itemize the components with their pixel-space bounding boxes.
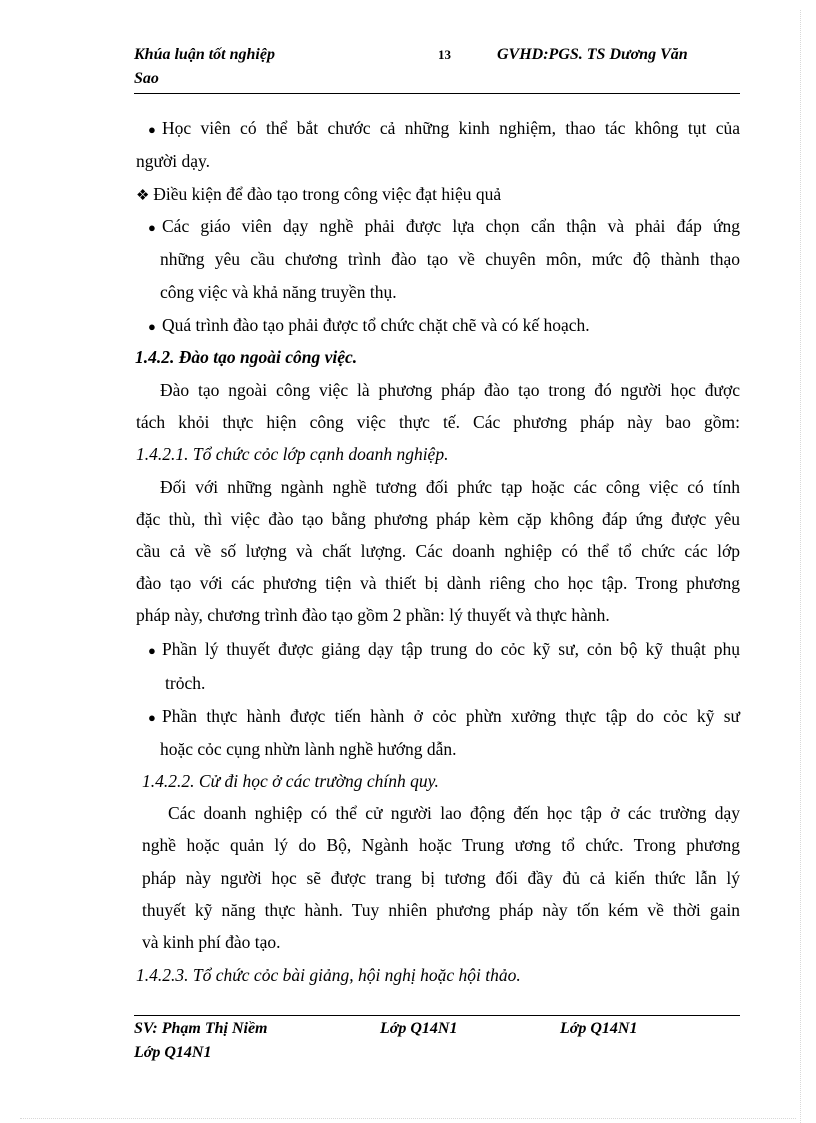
text-line: những yêu cầu chương trình đào tạo về chuyên môn, mức độ thành thạo (160, 249, 740, 269)
footer-class: Lớp Q14N1 (560, 1020, 638, 1037)
text-line: pháp này, chương trình đào tạo gồm 2 phần: lý thuyết và thực hành. (136, 605, 610, 625)
condition-heading: ❖ Điều kiện để đào tạo trong công việc đạt hiệu quả (136, 184, 502, 204)
text-line: Đối với những ngành nghề tương đối phức tạp hoặc các công việc có tính (160, 477, 740, 497)
subsection-heading: 1.4.2.2. Cử đi học ở các trường chính quy. (142, 771, 439, 791)
text-line: và kinh phí đào tạo. (142, 932, 281, 952)
page-edge-right (800, 10, 801, 1123)
text-line: đào tạo với các phương tiện và thiết bị dành riêng cho học tập. Trong phương (136, 573, 740, 593)
text-line: Các doanh nghiệp có thể cử người lao động đến học tập ở các trường dạy (168, 803, 740, 823)
bullet-line: ● Học viên có thể bắt chước cả những kinh nghiệm, thao tác không tụt của (148, 118, 740, 138)
header-left-line1: Khúa luận tốt nghiệp (134, 46, 275, 63)
text-line: tách khỏi thực hiện công việc thực tế. Các phương pháp này bao gồm: (136, 412, 740, 432)
footer-class: Lớp Q14N1 (134, 1044, 212, 1061)
text-line: cầu cả về số lượng và chất lượng. Các doanh nghiệp có thể tổ chức các lớp (136, 541, 740, 561)
bullet-icon: ● (148, 319, 156, 334)
text-line: Đào tạo ngoài công việc là phương pháp đào tạo trong đó người học được (160, 380, 740, 400)
subsection-heading: 1.4.2.3. Tổ chức cỏc bài giảng, hội nghị hoặc hội thảo. (136, 965, 521, 985)
bullet-icon: ● (148, 710, 156, 725)
footer-rule (134, 1015, 740, 1016)
footer-student: SV: Phạm Thị Niềm (134, 1020, 268, 1037)
text-line: thuyết kỹ năng thực hành. Tuy nhiên phương pháp này tốn kém về thời gain (142, 900, 740, 920)
page-number: 13 (438, 47, 451, 62)
footer-class: Lớp Q14N1 (380, 1020, 458, 1037)
bullet-line: ● Các giáo viên dạy nghề phải được lựa chọn cẩn thận và phải đáp ứng (148, 216, 740, 236)
bullet-icon: ● (148, 220, 156, 235)
bullet-line: ● Quá trình đào tạo phải được tổ chức chặt chẽ và có kế hoạch. (148, 315, 590, 335)
header-rule (134, 93, 740, 94)
diamond-bullet-icon: ❖ (136, 188, 154, 204)
header-right: GVHD:PGS. TS Dương Văn (497, 46, 688, 63)
text-line: trỏch. (165, 673, 206, 693)
text-line: pháp này người học sẽ được trang bị tương đối đầy đủ cả kiến thức lẫn lý (142, 868, 740, 888)
subsection-heading: 1.4.2.1. Tổ chức cỏc lớp cạnh doanh nghiệp. (136, 444, 449, 464)
text-line: nghề hoặc quản lý do Bộ, Ngành hoặc Trung ương tổ chức. Trong phương (142, 835, 740, 855)
text-line: hoặc cỏc cụng nhừn lành nghề hướng dẫn. (160, 739, 457, 759)
bullet-icon: ● (148, 643, 156, 658)
page-edge-bottom (20, 1118, 796, 1119)
text-line: đặc thù, thì việc đào tạo bằng phương pháp kèm cặp không đáp ứng được yêu (136, 509, 740, 529)
header-left-line2: Sao (134, 70, 159, 87)
section-heading: 1.4.2. Đào tạo ngoài công việc. (135, 347, 358, 367)
bullet-icon: ● (148, 122, 156, 137)
text-line: công việc và khả năng truyền thụ. (160, 282, 397, 302)
bullet-line: ● Phần lý thuyết được giảng dạy tập trung do cỏc kỹ sư, cỏn bộ kỹ thuật phụ (148, 639, 740, 659)
bullet-line: ● Phần thực hành được tiến hành ở cỏc phừn xưởng thực tập do cỏc kỹ sư (148, 706, 740, 726)
text-line: người dạy. (136, 151, 210, 171)
